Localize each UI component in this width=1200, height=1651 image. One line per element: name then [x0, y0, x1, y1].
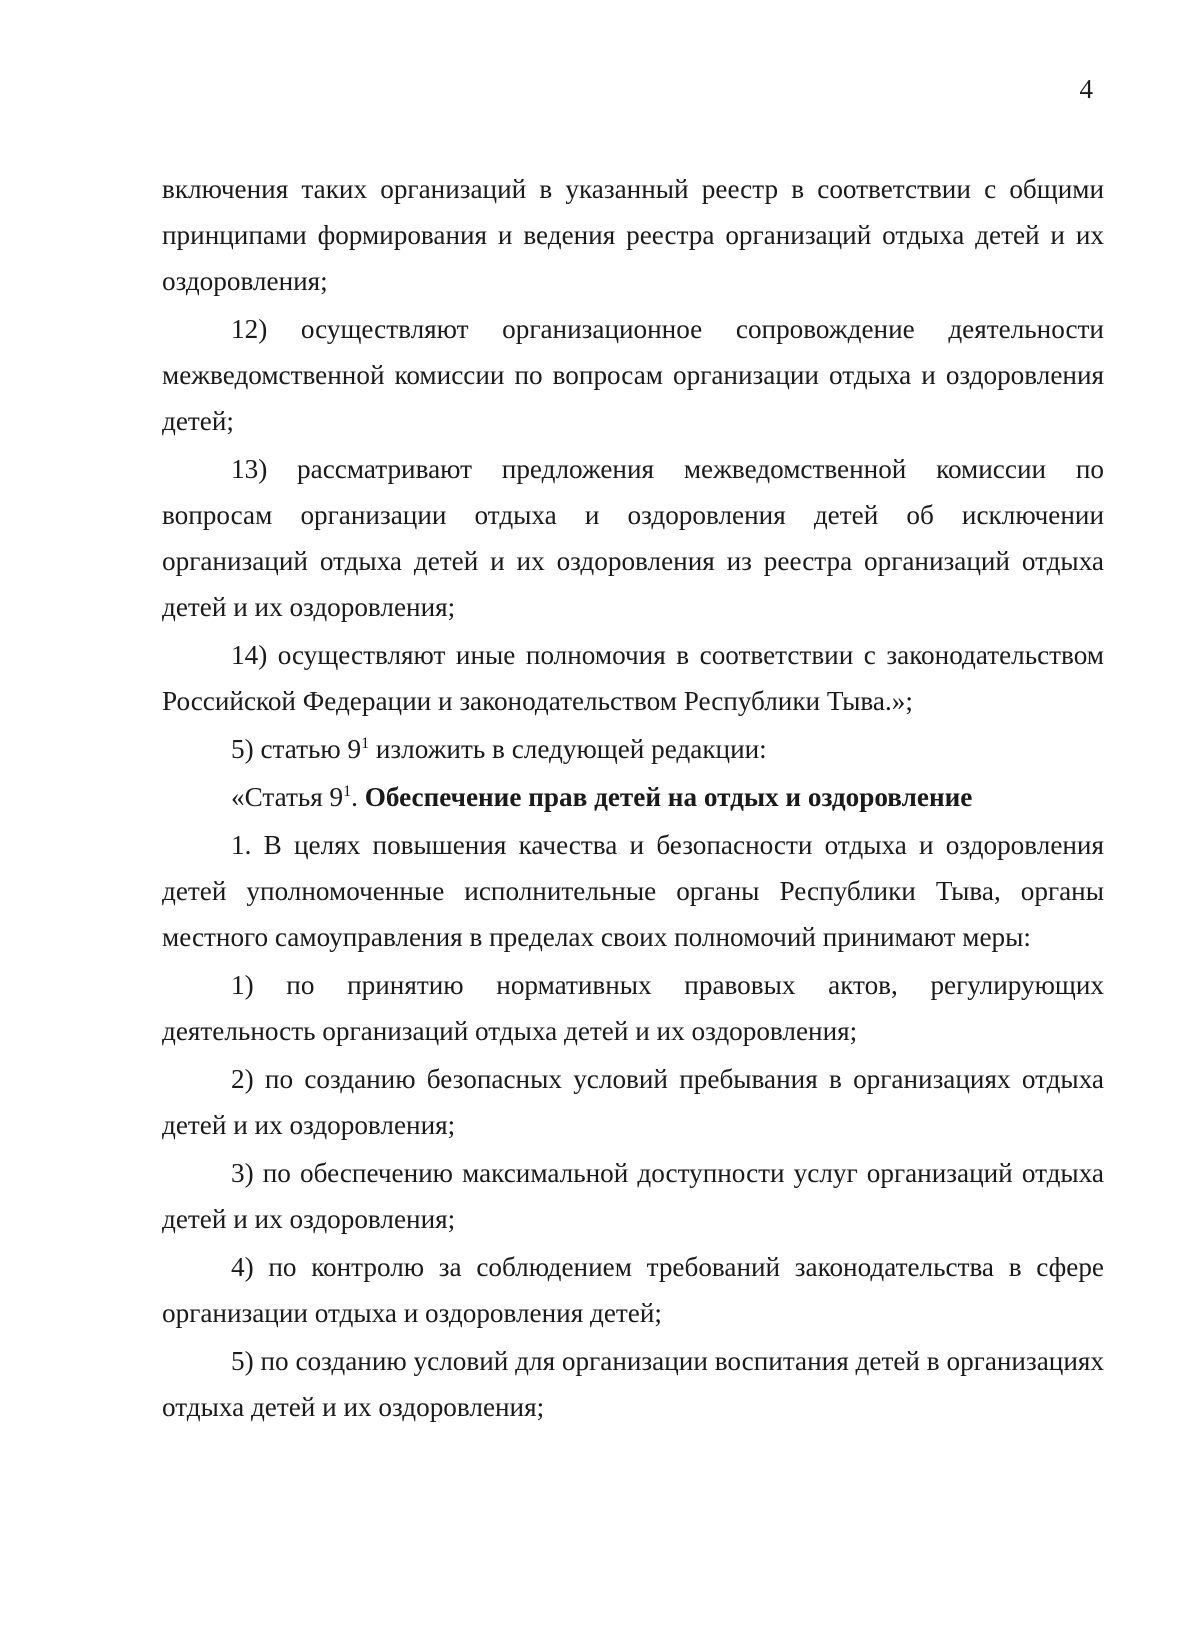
document-body: [162, 166, 1104, 1432]
list-item-12: 12) осуществляют организационное сопровождение деятельности межведомственной комиссии по вопросам организации отдыха и оздоровления детей;: [162, 314, 1104, 436]
measure-item-2: 2) по созданию безопасных условий пребывания в организациях отдыха детей и их оздоровления;: [162, 1064, 1104, 1140]
list-item-14: 14) осуществляют иные полномочия в соответствии с законодательством Российской Федерации и законодательством Республики Тыва.»;: [162, 640, 1104, 716]
article-heading-superscript: 1: [343, 782, 352, 800]
measure-item-4: 4) по контролю за соблюдением требований законодательства в сфере организации отдыха и оздоровления детей;: [162, 1252, 1104, 1328]
article-heading-title: Обеспечение прав детей на отдых и оздоровление: [364, 782, 973, 812]
measure-item-5: 5) по созданию условий для организации воспитания детей в организациях отдыха детей и их оздоровления;: [162, 1346, 1104, 1422]
paragraph-continuation: включения таких организаций в указанный реестр в соответствии с общими принципами формирования и ведения реестра организаций отдыха детей и их оздоровления;: [162, 174, 1104, 296]
article-clause-1: 1. В целях повышения качества и безопасности отдыха и оздоровления детей уполномоченные исполнительные органы Республики Тыва, органы местного самоуправления в пределах своих полномочий принимают меры:: [162, 830, 1104, 952]
amendment-item-5-superscript: 1: [361, 734, 370, 752]
article-heading-prefix: «Статья 9: [231, 782, 344, 812]
amendment-item-5: [162, 726, 1104, 772]
measure-item-1: 1) по принятию нормативных правовых актов, регулирующих деятельность организаций отдыха детей и их оздоровления;: [162, 970, 1104, 1046]
measure-item-3: 3) по обеспечению максимальной доступности услуг организаций отдыха детей и их оздоровления;: [162, 1158, 1104, 1234]
article-heading: [162, 774, 1104, 820]
amendment-item-5-after: изложить в следующей редакции:: [369, 734, 767, 764]
amendment-item-5-before: 5) статью 9: [231, 734, 362, 764]
article-heading-separator: .: [351, 782, 365, 812]
list-item-13: 13) рассматривают предложения межведомственной комиссии по вопросам организации отдыха и оздоровления детей об исключении организаций отдыха детей и их оздоровления из реестра организаций отдыха детей и их оздоровления;: [162, 454, 1104, 622]
page-number: 4: [1079, 74, 1093, 104]
